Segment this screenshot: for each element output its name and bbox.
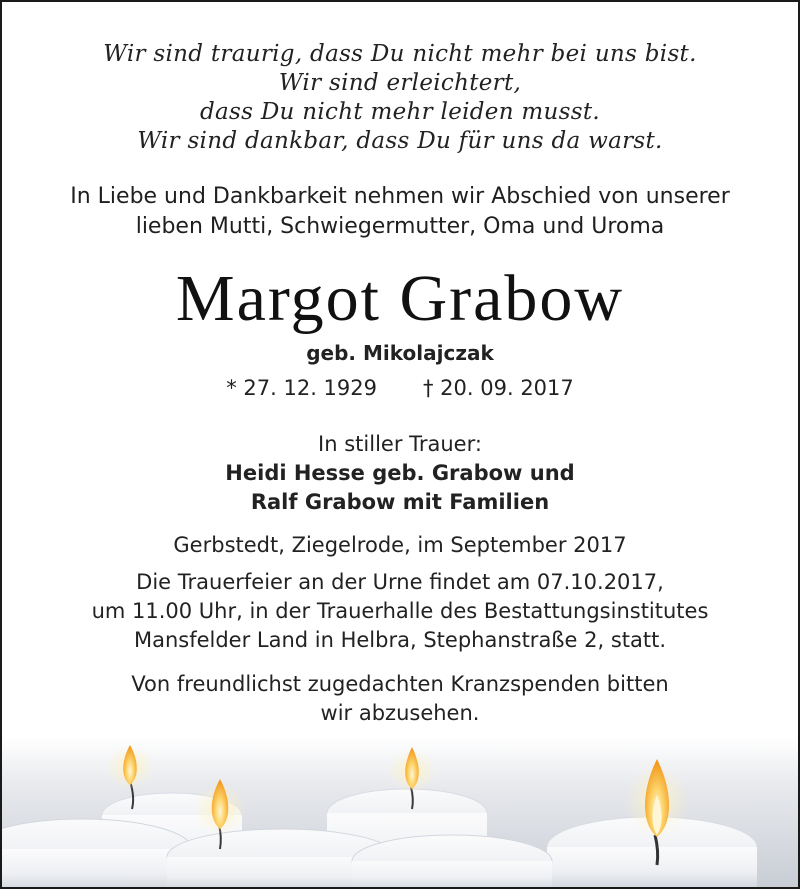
flowers-note (2, 670, 798, 728)
intro-line: lieben Mutti, Schwiegermutter, Oma und Uroma (135, 214, 665, 239)
poem-line: Wir sind dankbar, dass Du für uns da warst. (137, 128, 663, 154)
ceremony-info (2, 568, 798, 655)
birth-date: * 27. 12. 1929 (226, 376, 377, 400)
poem-line: Wir sind erleichtert, (278, 70, 522, 96)
poem-line: Wir sind traurig, dass Du nicht mehr bei uns bist. (103, 41, 697, 67)
mourner-line: Heidi Hesse geb. Grabow und (225, 461, 575, 485)
poem-line: dass Du nicht mehr leiden musst. (199, 99, 601, 125)
place-date: Gerbstedt, Ziegelrode, im September 2017 (173, 533, 627, 557)
ceremony-line: Mansfelder Land in Helbra, Stephanstraße 2, statt. (133, 628, 667, 652)
poem (2, 40, 798, 156)
candles-image (2, 737, 798, 887)
flowers-line: wir abzusehen. (320, 701, 480, 725)
mourner-line: Ralf Grabow mit Familien (250, 490, 550, 514)
mourners-block (2, 430, 798, 517)
death-date: † 20. 09. 2017 (423, 376, 574, 400)
intro-line: In Liebe und Dankbarkeit nehmen wir Abschied von unserer (70, 184, 730, 209)
ceremony-line: Die Trauerfeier an der Urne findet am 07.10.2017, (136, 570, 664, 594)
intro-text (2, 182, 798, 242)
flowers-line: Von freundlichst zugedachten Kranzspenden bitten (131, 672, 669, 696)
deceased-name: Margot Grabow (175, 262, 625, 335)
maiden-name: geb. Mikolajczak (306, 341, 494, 365)
life-dates (2, 374, 798, 402)
ceremony-line: um 11.00 Uhr, in der Trauerhalle des Bestattungsinstitutes (91, 599, 709, 623)
candles-icon (2, 737, 798, 887)
mourners-heading: In stiller Trauer: (318, 432, 482, 456)
